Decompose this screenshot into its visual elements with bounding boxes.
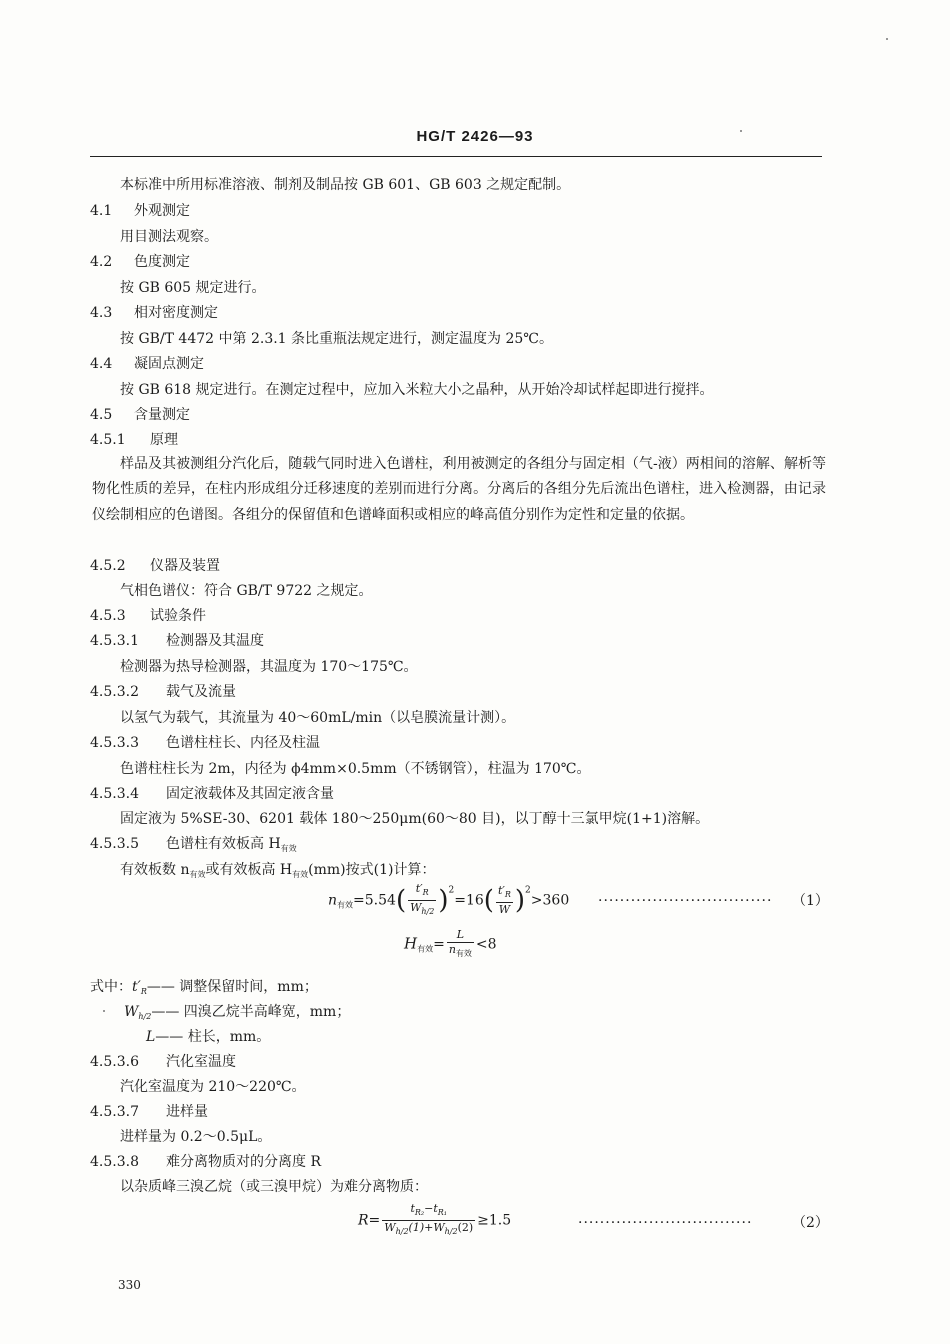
scan-speck — [103, 1010, 105, 1012]
eq2-number: （2） — [792, 1215, 829, 1231]
eq2-num-t2-sub: R₁ — [437, 1208, 447, 1217]
eq2-tail: ≥1.5 — [477, 1212, 512, 1229]
eq2-den-w2-sub: h/2 — [444, 1227, 458, 1236]
eq2-den-end: (2) — [457, 1221, 474, 1234]
section-4-5-3-5-title-sub: 有效 — [280, 844, 297, 853]
eq1-lhs-sub: 有效 — [337, 900, 354, 910]
section-4-5-3-5-title-text: 色谱柱有效板高 H — [166, 836, 281, 852]
standard-code-header: HG/T 2426—93 — [416, 128, 534, 145]
eq1-num2: t′ — [497, 884, 505, 897]
eq1-den1-sub: h/2 — [421, 907, 435, 916]
eq1-mid: =16 — [454, 892, 484, 909]
eq1b-lhs: H — [404, 934, 418, 953]
eq2-den-mid: (1)+W — [408, 1221, 445, 1234]
eq1-tail: >360 — [530, 892, 570, 909]
section-4-5-3-5-number: 4.5.3.5 — [90, 836, 139, 852]
eq1-den2: W — [498, 903, 511, 916]
section-4-3-text: 按 GB/T 4472 中第 2.3.1 条比重瓶法规定进行，测定温度为 25℃。 — [120, 331, 553, 347]
eq2-den-w1-sub: h/2 — [395, 1227, 409, 1236]
plate-formula-ref: (mm)按式(1)计算： — [308, 862, 436, 878]
section-4-4-title: 凝固点测定 — [134, 356, 204, 372]
header-rule — [90, 156, 822, 157]
eq1b-den: n — [448, 943, 456, 956]
eq1-leader-dots: ································ — [598, 893, 773, 909]
eq1-number: （1） — [792, 893, 829, 909]
eq1-num2-sub: R — [504, 890, 511, 899]
eq1b-num: L — [456, 928, 465, 941]
where-w-symbol: W — [124, 1004, 139, 1020]
section-4-2-title: 色度测定 — [134, 254, 190, 270]
plate-height-sub: 有效 — [292, 870, 309, 879]
where-w-desc: —— 四溴乙烷半高峰宽，mm； — [151, 1004, 351, 1020]
section-4-5-title: 含量测定 — [134, 407, 190, 423]
section-4-5-3-2-text: 以氢气为载气，其流量为 40～60mL/min（以皂膜流量计测）。 — [120, 710, 516, 726]
section-4-1-title: 外观测定 — [134, 203, 190, 219]
plate-number-label: 有效板数 n — [120, 862, 190, 878]
section-4-4-text: 按 GB 618 规定进行。在测定过程中，应加入米粒大小之晶种，从开始冷却试样起即进行搅拌。 — [120, 382, 714, 398]
where-t-sub: R — [140, 987, 147, 996]
eq2-lhs: R= — [358, 1212, 381, 1229]
where-l-line — [146, 1028, 270, 1046]
eq1b-lhs-sub: 有效 — [417, 944, 434, 954]
scan-speck — [740, 130, 742, 132]
section-4-5-3-8-number: 4.5.3.8 — [90, 1154, 139, 1170]
section-4-5-3-1-number: 4.5.3.1 — [90, 633, 139, 649]
eq1-fraction-2 — [496, 884, 513, 917]
section-4-1-number: 4.1 — [90, 203, 113, 219]
eq1b-equals: = — [433, 936, 445, 953]
eq1-num1: t′ — [415, 882, 423, 895]
eq1b-fraction — [447, 928, 474, 961]
section-4-5-3-1-title: 检测器及其温度 — [166, 633, 264, 649]
eq1b-den-sub: 有效 — [455, 949, 472, 958]
eq1-exp1: 2 — [448, 885, 455, 896]
section-4-5-1-number: 4.5.1 — [90, 432, 126, 448]
section-4-5-3-number: 4.5.3 — [90, 608, 126, 624]
section-4-5-3-7-text: 进样量为 0.2～0.5μL。 — [120, 1129, 272, 1145]
section-4-5-3-8-text: 以杂质峰三溴乙烷（或三溴甲烷）为难分离物质： — [120, 1179, 428, 1195]
section-4-3-title: 相对密度测定 — [134, 305, 218, 321]
section-4-5-3-2-number: 4.5.3.2 — [90, 684, 139, 700]
section-4-3-number: 4.3 — [90, 305, 113, 321]
section-4-5-3-1-text: 检测器为热导检测器，其温度为 170～175℃。 — [120, 659, 418, 675]
equation-1b — [404, 928, 497, 961]
section-4-5-3-3-number: 4.5.3.3 — [90, 735, 139, 751]
section-4-5-3-5-text — [120, 861, 435, 884]
intro-text: 本标准中所用标准溶液、制剂及制品按 GB 601、GB 603 之规定配制。 — [120, 177, 571, 193]
eq2-den-w1: W — [384, 1221, 396, 1234]
eq1-paren2-open: ( — [483, 885, 494, 916]
eq1-num1-sub: R — [422, 888, 429, 897]
eq1-exp2: 2 — [525, 885, 531, 896]
section-4-5-3-3-title: 色谱柱柱长、内径及柱温 — [166, 735, 320, 751]
section-4-5-3-7-title: 进样量 — [166, 1104, 208, 1120]
section-4-5-3-6-title: 汽化室温度 — [166, 1054, 236, 1070]
section-4-4-number: 4.4 — [90, 356, 113, 372]
where-w-line — [124, 1003, 350, 1026]
equation-1 — [328, 882, 569, 919]
eq1-fraction-1 — [408, 882, 436, 919]
where-l-desc: —— 柱长，mm。 — [155, 1029, 271, 1045]
eq2-fraction — [382, 1202, 475, 1239]
section-4-2-text: 按 GB 605 规定进行。 — [120, 280, 266, 296]
section-4-5-number: 4.5 — [90, 407, 113, 423]
section-4-5-3-7-number: 4.5.3.7 — [90, 1104, 139, 1120]
section-4-5-3-4-number: 4.5.3.4 — [90, 786, 139, 802]
section-4-5-3-6-text: 汽化室温度为 210～220℃。 — [120, 1079, 306, 1095]
page-number: 330 — [118, 1278, 141, 1292]
eq2-num-minus-t: −t — [424, 1202, 438, 1215]
section-4-5-3-5-title — [166, 835, 297, 858]
eq1-paren-open: ( — [395, 885, 407, 916]
eq1b-tail: <8 — [475, 936, 497, 953]
scan-speck — [886, 38, 888, 40]
section-4-5-3-4-title: 固定液载体及其固定液含量 — [166, 786, 334, 802]
section-4-2-number: 4.2 — [90, 254, 113, 270]
eq1-den1: W — [410, 901, 422, 914]
equation-2 — [358, 1202, 511, 1239]
section-4-5-2-title: 仪器及装置 — [150, 558, 220, 574]
section-4-5-3-4-text: 固定液为 5%SE-30、6201 载体 180～250μm(60～80 目)，以丁醇十三氯甲烷(1+1)溶解。 — [120, 811, 710, 827]
eq2-num-t1-sub: R₂ — [414, 1208, 425, 1217]
eq2-leader-dots: ································ — [578, 1215, 753, 1231]
where-w-sub: h/2 — [138, 1012, 152, 1021]
plate-number-sub: 有效 — [189, 870, 206, 879]
section-4-1-text: 用目测法观察。 — [120, 229, 218, 245]
section-4-5-1-paragraph: 样品及其被测组分汽化后，随载气同时进入色谱柱，利用被测定的各组分与固定相（气-液）两相间的溶解、解析等物化性质的差异，在柱内形成组分迁移速度的差别而进行分离。分离后的各组分先后流出色谱柱，进入检测器，由记录仪绘制相应的色谱图。各组分的保留值和色谱峰面积或相应的峰高值分别作为定性和定量的依据。 — [92, 456, 826, 523]
section-4-5-3-title: 试验条件 — [150, 608, 206, 624]
eq1-paren2-close: ) — [514, 885, 526, 916]
section-4-5-3-6-number: 4.5.3.6 — [90, 1054, 139, 1070]
where-t-symbol: t′ — [132, 979, 141, 995]
eq1-paren-close: ) — [438, 885, 449, 916]
section-4-5-1-title: 原理 — [150, 432, 178, 448]
where-t-desc: —— 调整保留时间，mm； — [146, 979, 318, 995]
section-4-5-3-3-text: 色谱柱柱长为 2m，内径为 ϕ4mm×0.5mm（不锈钢管），柱温为 170℃。 — [120, 761, 591, 777]
section-4-5-2-text: 气相色谱仪：符合 GB/T 9722 之规定。 — [120, 583, 373, 599]
plate-height-label: 或有效板高 H — [205, 862, 293, 878]
section-4-5-2-number: 4.5.2 — [90, 558, 126, 574]
eq1-lhs: n — [328, 892, 338, 909]
where-t-line — [90, 978, 318, 1001]
section-4-5-3-2-title: 载气及流量 — [166, 684, 236, 700]
where-l-symbol: L — [146, 1029, 156, 1045]
where-label: 式中： — [90, 979, 132, 995]
eq2-num-t1: t — [410, 1202, 415, 1215]
eq1-coefficient: =5.54 — [353, 892, 396, 909]
section-4-5-3-8-title: 难分离物质对的分离度 R — [166, 1154, 321, 1170]
